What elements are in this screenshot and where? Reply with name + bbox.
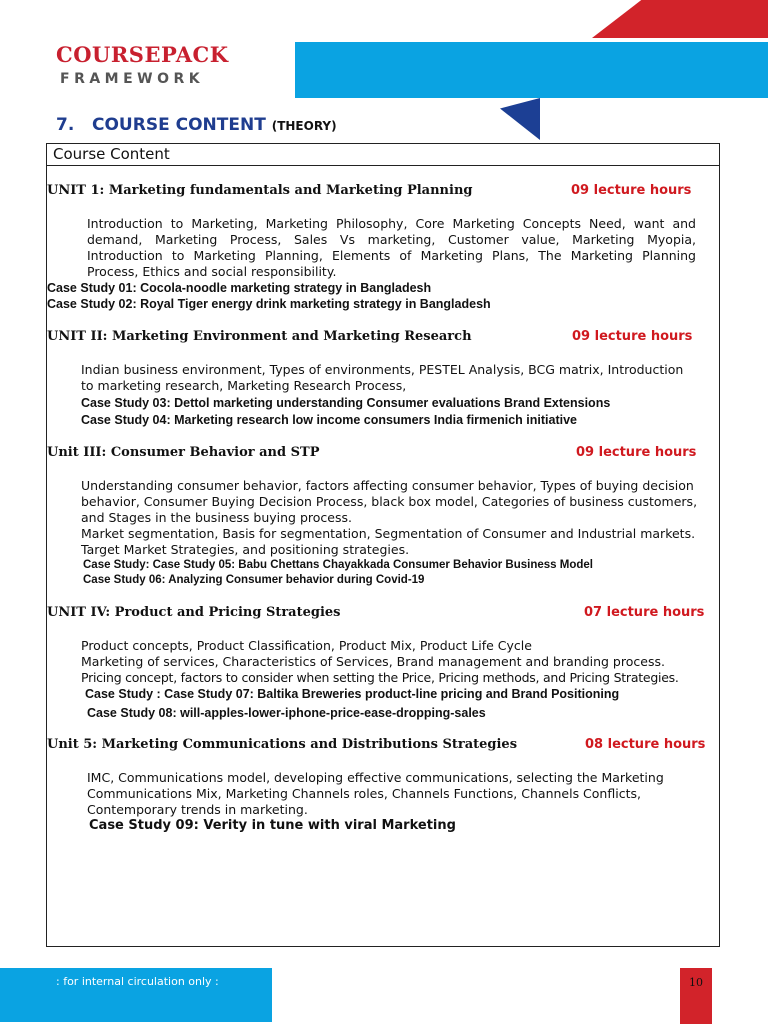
case-study-04: Case Study 04: Marketing research low income consumers India firmenich initiative (81, 413, 577, 427)
section-title: COURSE CONTENT (92, 115, 266, 135)
unit-3-description (81, 478, 696, 558)
section-suffix: (THEORY) (271, 119, 337, 133)
brand-title: COURSEPACK (56, 42, 229, 67)
unit-1-description (87, 216, 696, 280)
unit-2-line: to marketing research, Marketing Research Process, (81, 378, 407, 393)
unit-3-line: behavior, Consumer Buying Decision Process, black box model, Categories of business customers, (81, 494, 698, 509)
table-header-divider (46, 165, 720, 166)
unit-4-line: Pricing concept, factors to consider when setting the Price, Pricing methods, and Pricing Strategies. (81, 670, 679, 685)
unit-3-line: Market segmentation, Basis for segmentation, Segmentation of Consumer and Industrial markets. (81, 526, 696, 541)
header-navy-arrow (500, 98, 540, 140)
unit-4-line: Product concepts, Product Classification, Product Mix, Product Life Cycle (81, 638, 532, 653)
case-study-06: Case Study 06: Analyzing Consumer behavior during Covid-19 (83, 574, 425, 586)
unit-2-description (81, 362, 696, 394)
unit-1-hours: 09 lecture hours (571, 183, 692, 198)
case-study-09: Case Study 09: Verity in tune with viral Marketing (89, 818, 456, 833)
unit-5-line: IMC, Communications model, developing effective communications, selecting the Marketing (87, 770, 664, 785)
unit-3-title: Unit III: Consumer Behavior and STP (47, 445, 320, 460)
case-study-01: Case Study 01: Cocola-noodle marketing strategy in Bangladesh (47, 281, 432, 295)
case-study-05: Case Study: Case Study 05: Babu Chettans Chayakkada Consumer Behavior Business Model (83, 559, 593, 571)
page-number: 10 (689, 976, 703, 989)
unit-3-line: and Stages in the business buying process. (81, 510, 352, 525)
table-header: Course Content (53, 145, 170, 163)
case-study-03: Case Study 03: Dettol marketing understanding Consumer evaluations Brand Extensions (81, 396, 611, 410)
unit-4-hours: 07 lecture hours (584, 605, 705, 620)
unit-1-title: UNIT 1: Marketing fundamentals and Marketing Planning (47, 183, 473, 198)
unit-4-description (81, 638, 701, 686)
case-study-08: Case Study 08: will-apples-lower-iphone-price-ease-dropping-sales (87, 706, 486, 720)
unit-1-line: Process, Ethics and social responsibility. (87, 264, 337, 279)
unit-1-line: Introduction to Marketing, Marketing Philosophy, Core Marketing Concepts Need, want and (87, 216, 696, 231)
unit-2-title: UNIT II: Marketing Environment and Marketing Research (47, 329, 472, 344)
unit-4-line: Marketing of services, Characteristics of Services, Brand management and branding process. (81, 654, 665, 669)
case-study-07: Case Study : Case Study 07: Baltika Breweries product-line pricing and Brand Positioning (85, 687, 620, 701)
header-red-triangle (592, 0, 768, 38)
brand-subtitle: FRAMEWORK (60, 71, 205, 87)
unit-2-hours: 09 lecture hours (572, 329, 693, 344)
unit-5-title: Unit 5: Marketing Communications and Distributions Strategies (47, 737, 518, 752)
unit-5-description (87, 770, 696, 818)
unit-3-line: Target Market Strategies, and positioning strategies. (81, 542, 410, 557)
unit-3-hours: 09 lecture hours (576, 445, 697, 460)
unit-1-line: demand, Marketing Process, Sales Vs marketing, Customer value, Marketing Myopia, (87, 232, 696, 247)
case-study-02: Case Study 02: Royal Tiger energy drink marketing strategy in Bangladesh (47, 297, 491, 311)
unit-5-hours: 08 lecture hours (585, 737, 706, 752)
unit-2-line: Indian business environment, Types of environments, PESTEL Analysis, BCG matrix, Introduction (81, 362, 684, 377)
section-number: 7. (56, 115, 75, 135)
unit-5-line: Contemporary trends in marketing. (87, 802, 308, 817)
unit-5-line: Communications Mix, Marketing Channels roles, Channels Functions, Channels Conflicts, (87, 786, 641, 801)
unit-3-line: Understanding consumer behavior, factors affecting consumer behavior, Types of buying decision (81, 478, 694, 493)
footer-note: : for internal circulation only : (56, 975, 219, 988)
header-blue-band (295, 42, 768, 98)
section-heading (56, 115, 337, 135)
unit-1-line: Introduction to Marketing Planning, Elements of Marketing Plans, The Marketing Planning (87, 248, 696, 263)
unit-4-title: UNIT IV: Product and Pricing Strategies (47, 605, 341, 620)
